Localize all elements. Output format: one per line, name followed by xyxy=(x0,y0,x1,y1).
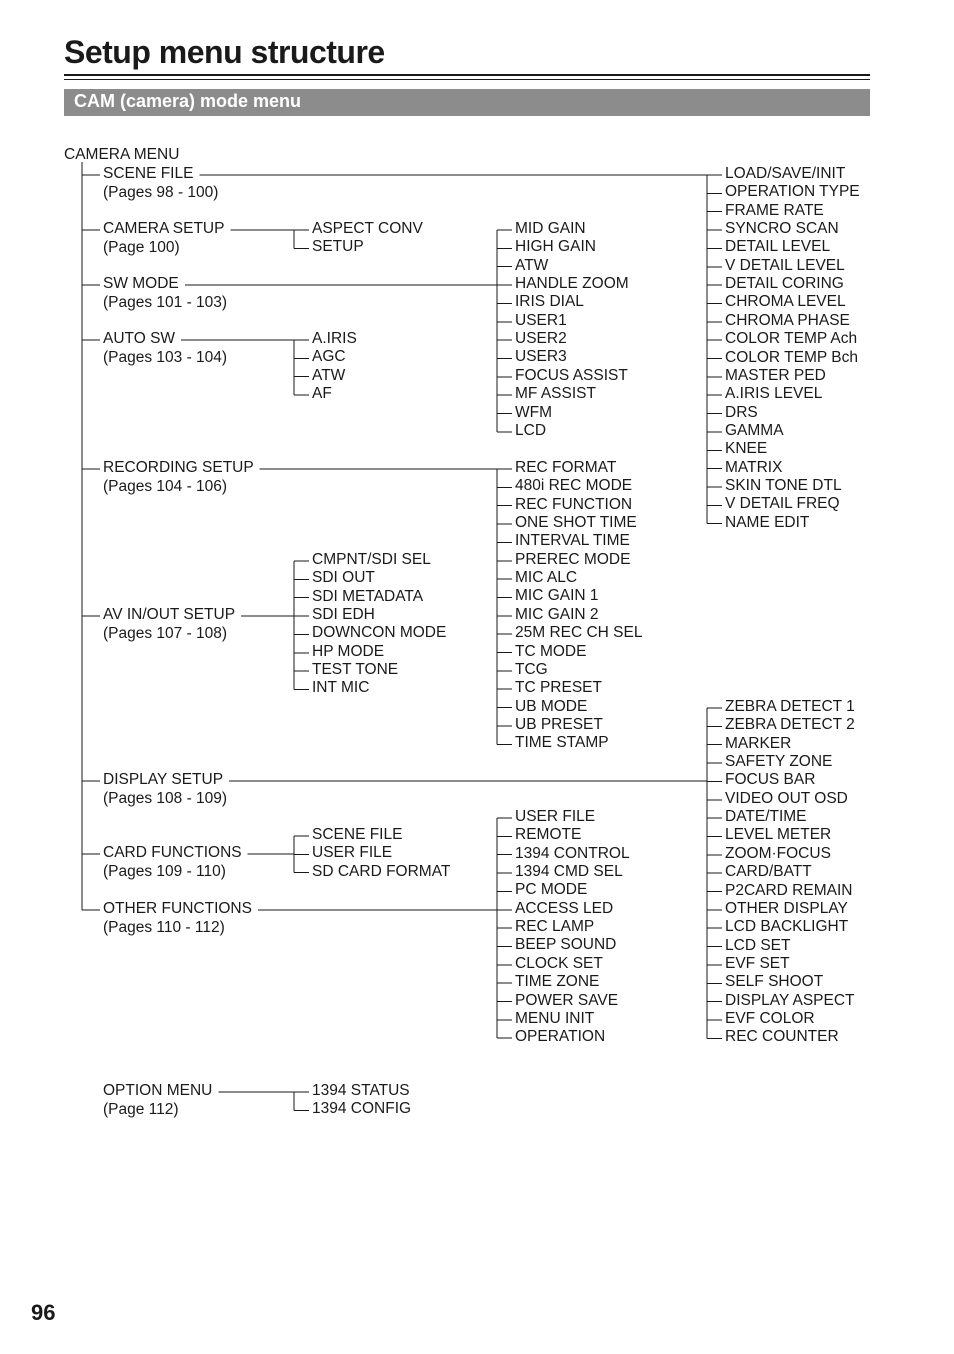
display-setup-item: DISPLAY ASPECT xyxy=(725,991,855,1009)
camera-setup-item: SETUP xyxy=(312,238,364,256)
scene-file-item: GAMMA xyxy=(725,421,784,439)
scene-file-item: OPERATION TYPE xyxy=(725,183,860,201)
page-title: Setup menu structure xyxy=(64,34,385,70)
recording-setup-item: MIC GAIN 1 xyxy=(515,587,599,605)
scene-file-item: MASTER PED xyxy=(725,366,826,384)
option-menu-pages: (Page 112) xyxy=(103,1100,179,1118)
other-functions-item: TIME ZONE xyxy=(515,973,600,991)
av-inout-item: SDI OUT xyxy=(312,569,375,587)
sw-mode-item: IRIS DIAL xyxy=(515,293,584,311)
option-menu-item: 1394 STATUS xyxy=(312,1082,410,1099)
recording-setup-item: UB PRESET xyxy=(515,715,603,733)
display-setup-item: EVF COLOR xyxy=(725,1009,815,1027)
display-setup-item: MARKER xyxy=(725,734,792,752)
display-setup-item: EVF SET xyxy=(725,954,790,972)
sw-mode-item: ATW xyxy=(515,256,549,274)
option-menu-item: 1394 CONFIG xyxy=(312,1100,412,1118)
category-auto-sw: AUTO SW xyxy=(103,330,176,347)
av-inout-item: TEST TONE xyxy=(312,661,399,679)
av-inout-item: SDI EDH xyxy=(312,606,375,624)
scene-file-item: LOAD/SAVE/INIT xyxy=(725,165,846,182)
other-functions-item: REC LAMP xyxy=(515,918,595,936)
sw-mode-item: USER2 xyxy=(515,330,567,348)
sw-mode-item: USER3 xyxy=(515,348,567,366)
auto-sw-item: AF xyxy=(312,385,332,403)
other-functions-item: CLOCK SET xyxy=(515,954,603,972)
scene-file-item: NAME EDIT xyxy=(725,513,810,531)
other-functions-item: ACCESS LED xyxy=(515,899,614,917)
av-inout-item: CMPNT/SDI SEL xyxy=(312,551,431,568)
display-setup-item: SAFETY ZONE xyxy=(725,753,833,771)
scene-file-item: A.IRIS LEVEL xyxy=(725,385,823,403)
category-pages: (Pages 104 - 106) xyxy=(103,477,228,495)
category-card-functions: CARD FUNCTIONS xyxy=(103,844,242,861)
display-setup-item: REC COUNTER xyxy=(725,1028,839,1046)
card-functions-item: SCENE FILE xyxy=(312,826,403,843)
category-pages: (Pages 98 - 100) xyxy=(103,183,219,201)
scene-file-item: V DETAIL FREQ xyxy=(725,495,840,513)
category-sw-mode: SW MODE xyxy=(103,275,179,292)
recording-setup-item: PREREC MODE xyxy=(515,550,631,568)
other-functions-item: REMOTE xyxy=(515,826,582,844)
display-setup-item: VIDEO OUT OSD xyxy=(725,789,848,807)
auto-sw-item: AGC xyxy=(312,348,346,366)
recording-setup-item: REC FORMAT xyxy=(515,459,617,476)
display-setup-item: OTHER DISPLAY xyxy=(725,899,848,917)
scene-file-item: COLOR TEMP Bch xyxy=(725,348,858,366)
sw-mode-item: FOCUS ASSIST xyxy=(515,366,628,384)
other-functions-item: OPERATION xyxy=(515,1028,606,1046)
sw-mode-item: MF ASSIST xyxy=(515,385,596,403)
recording-setup-item: 480i REC MODE xyxy=(515,477,633,495)
sw-mode-item: HANDLE ZOOM xyxy=(515,275,629,293)
root-menu-label: CAMERA MENU xyxy=(64,146,180,163)
sw-mode-item: HIGH GAIN xyxy=(515,238,596,256)
category-recording-setup: RECORDING SETUP xyxy=(103,459,254,476)
scene-file-item: FRAME RATE xyxy=(725,201,824,219)
card-functions-item: USER FILE xyxy=(312,844,393,862)
av-inout-item: HP MODE xyxy=(312,642,385,660)
display-setup-item: ZEBRA DETECT 2 xyxy=(725,716,855,734)
recording-setup-item: 25M REC CH SEL xyxy=(515,624,643,642)
category-camera-setup: CAMERA SETUP xyxy=(103,220,225,237)
category-pages: (Pages 110 - 112) xyxy=(103,918,225,936)
card-functions-item: SD CARD FORMAT xyxy=(312,862,451,880)
sw-mode-item: USER1 xyxy=(515,311,567,329)
auto-sw-item: A.IRIS xyxy=(312,330,357,347)
category-pages: (Pages 109 - 110) xyxy=(103,862,226,880)
recording-setup-item: ONE SHOT TIME xyxy=(515,514,637,532)
display-setup-item: LEVEL METER xyxy=(725,826,832,844)
other-functions-item: PC MODE xyxy=(515,881,588,899)
scene-file-item: CHROMA PHASE xyxy=(725,311,850,329)
recording-setup-item: UB MODE xyxy=(515,697,588,715)
scene-file-item: SYNCRO SCAN xyxy=(725,220,839,238)
scene-file-item: DETAIL LEVEL xyxy=(725,238,831,256)
scene-file-item: KNEE xyxy=(725,440,768,458)
display-setup-item: LCD BACKLIGHT xyxy=(725,918,849,936)
sw-mode-item: MID GAIN xyxy=(515,220,586,237)
recording-setup-item: INTERVAL TIME xyxy=(515,532,630,550)
section-heading: CAM (camera) mode menu xyxy=(64,89,870,116)
display-setup-item: SELF SHOOT xyxy=(725,973,824,991)
category-pages: (Page 100) xyxy=(103,238,180,256)
option-menu: OPTION MENU xyxy=(103,1082,213,1099)
category-display-setup: DISPLAY SETUP xyxy=(103,771,224,788)
scene-file-item: COLOR TEMP Ach xyxy=(725,330,858,348)
recording-setup-item: TCG xyxy=(515,660,548,678)
display-setup-item: FOCUS BAR xyxy=(725,771,816,789)
scene-file-item: SKIN TONE DTL xyxy=(725,476,842,494)
av-inout-item: INT MIC xyxy=(312,679,370,697)
av-inout-item: SDI METADATA xyxy=(312,587,424,605)
display-setup-item: CARD/BATT xyxy=(725,863,812,881)
camera-setup-item: ASPECT CONV xyxy=(312,220,423,237)
auto-sw-item: ATW xyxy=(312,366,346,384)
other-functions-item: 1394 CMD SEL xyxy=(515,863,623,881)
other-functions-item: POWER SAVE xyxy=(515,991,619,1009)
sw-mode-item: WFM xyxy=(515,403,553,421)
recording-setup-item: REC FUNCTION xyxy=(515,495,633,513)
other-functions-item: BEEP SOUND xyxy=(515,936,617,954)
recording-setup-item: MIC GAIN 2 xyxy=(515,605,599,623)
category-pages: (Pages 107 - 108) xyxy=(103,624,228,642)
scene-file-item: V DETAIL LEVEL xyxy=(725,256,845,274)
scene-file-item: MATRIX xyxy=(725,458,783,476)
other-functions-item: MENU INIT xyxy=(515,1009,595,1027)
scene-file-item: DRS xyxy=(725,403,758,421)
scene-file-item: DETAIL CORING xyxy=(725,275,844,293)
scene-file-item: CHROMA LEVEL xyxy=(725,293,846,311)
category-pages: (Pages 103 - 104) xyxy=(103,348,228,366)
category-av-in-out-setup: AV IN/OUT SETUP xyxy=(103,606,236,623)
display-setup-item: LCD SET xyxy=(725,936,791,954)
av-inout-item: DOWNCON MODE xyxy=(312,624,447,642)
display-setup-item: P2CARD REMAIN xyxy=(725,881,853,899)
other-functions-item: 1394 CONTROL xyxy=(515,844,630,862)
recording-setup-item: TC PRESET xyxy=(515,679,602,697)
category-other-functions: OTHER FUNCTIONS xyxy=(103,900,252,917)
recording-setup-item: TIME STAMP xyxy=(515,734,609,752)
other-functions-item: USER FILE xyxy=(515,808,596,825)
recording-setup-item: TC MODE xyxy=(515,642,587,660)
category-pages: (Pages 108 - 109) xyxy=(103,789,228,807)
recording-setup-item: MIC ALC xyxy=(515,569,578,587)
display-setup-item: ZOOM·FOCUS xyxy=(725,844,831,862)
category-pages: (Pages 101 - 103) xyxy=(103,293,228,311)
display-setup-item: DATE/TIME xyxy=(725,808,807,826)
display-setup-item: ZEBRA DETECT 1 xyxy=(725,698,855,715)
sw-mode-item: LCD xyxy=(515,421,547,439)
category-scene-file: SCENE FILE xyxy=(103,165,194,182)
page-number: 96 xyxy=(31,1300,56,1325)
